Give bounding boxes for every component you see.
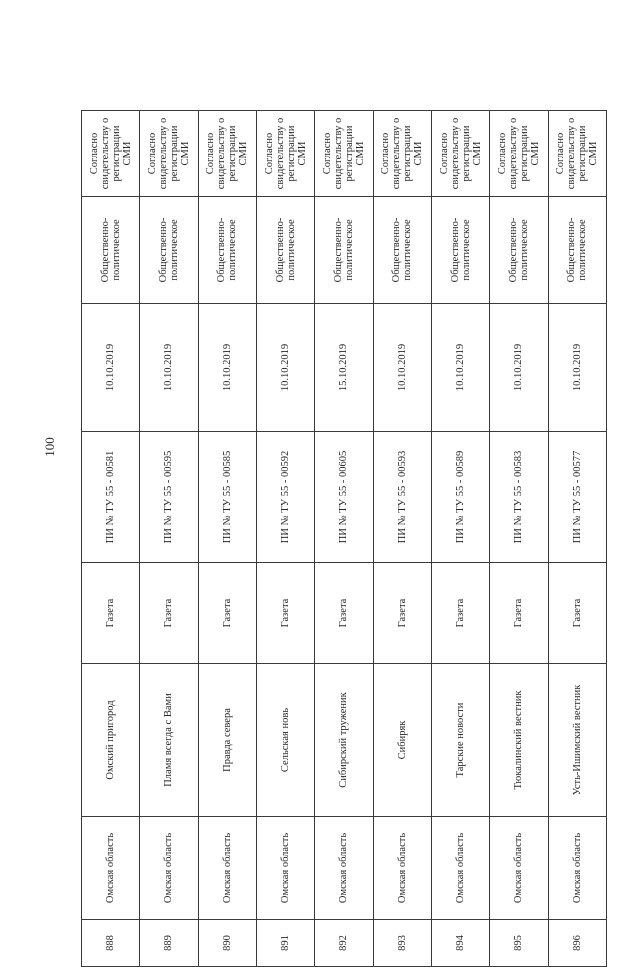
registration-number-cell: ПИ № ТУ 55 - 00593 [373, 432, 431, 563]
media-type-cell: Газета [256, 563, 314, 664]
region-cell: Омская область [256, 817, 314, 920]
basis-cell: Согласно свидетельству о регистрации СМИ [315, 111, 373, 197]
region-cell: Омская область [140, 817, 198, 920]
row-number: 892 [315, 920, 373, 967]
specialization-cell: Общественно-политическое [431, 197, 489, 304]
table-row [373, 111, 431, 967]
row-number: 888 [82, 920, 140, 967]
region-cell: Омская область [198, 817, 256, 920]
media-title-cell: Усть-Ишимский вестник [548, 664, 606, 817]
region-cell: Омская область [548, 817, 606, 920]
region-cell: Омская область [82, 817, 140, 920]
basis-cell: Согласно свидетельству о регистрации СМИ [256, 111, 314, 197]
page-number: 100 [42, 437, 57, 457]
media-title-cell: Пламя всегда с Вами [140, 664, 198, 817]
region-cell: Омская область [315, 817, 373, 920]
registration-number-cell: ПИ № ТУ 55 - 00581 [82, 432, 140, 563]
registry-table-wrapper [81, 117, 607, 967]
media-type-cell: Газета [315, 563, 373, 664]
media-type-cell: Газета [490, 563, 548, 664]
media-title-cell: Сибиряк [373, 664, 431, 817]
media-registry-table [81, 110, 607, 967]
table-row [256, 111, 314, 967]
registration-number-cell: ПИ № ТУ 55 - 00592 [256, 432, 314, 563]
media-title-cell: Тарские новости [431, 664, 489, 817]
registration-date-cell: 10.10.2019 [548, 304, 606, 432]
media-type-cell: Газета [82, 563, 140, 664]
table-row [490, 111, 548, 967]
specialization-cell: Общественно-политическое [198, 197, 256, 304]
row-number: 896 [548, 920, 606, 967]
basis-cell: Согласно свидетельству о регистрации СМИ [431, 111, 489, 197]
registration-date-cell: 10.10.2019 [490, 304, 548, 432]
specialization-cell: Общественно-политическое [140, 197, 198, 304]
region-cell: Омская область [373, 817, 431, 920]
media-type-cell: Газета [373, 563, 431, 664]
basis-cell: Согласно свидетельству о регистрации СМИ [140, 111, 198, 197]
row-number: 893 [373, 920, 431, 967]
specialization-cell: Общественно-политическое [490, 197, 548, 304]
basis-cell: Согласно свидетельству о регистрации СМИ [198, 111, 256, 197]
media-title-cell: Правда севера [198, 664, 256, 817]
row-number: 890 [198, 920, 256, 967]
registration-date-cell: 10.10.2019 [198, 304, 256, 432]
specialization-cell: Общественно-политическое [256, 197, 314, 304]
registration-number-cell: ПИ № ТУ 55 - 00589 [431, 432, 489, 563]
registration-number-cell: ПИ № ТУ 55 - 00585 [198, 432, 256, 563]
registration-date-cell: 15.10.2019 [315, 304, 373, 432]
registration-number-cell: ПИ № ТУ 55 - 00595 [140, 432, 198, 563]
region-cell: Омская область [490, 817, 548, 920]
specialization-cell: Общественно-политическое [373, 197, 431, 304]
basis-cell: Согласно свидетельству о регистрации СМИ [490, 111, 548, 197]
row-number: 895 [490, 920, 548, 967]
specialization-cell: Общественно-политическое [548, 197, 606, 304]
media-title-cell: Сибирский труженик [315, 664, 373, 817]
table-row [82, 111, 140, 967]
registration-number-cell: ПИ № ТУ 55 - 00605 [315, 432, 373, 563]
media-type-cell: Газета [548, 563, 606, 664]
registration-number-cell: ПИ № ТУ 55 - 00577 [548, 432, 606, 563]
table-row [431, 111, 489, 967]
table-row [548, 111, 606, 967]
registration-number-cell: ПИ № ТУ 55 - 00583 [490, 432, 548, 563]
registration-date-cell: 10.10.2019 [256, 304, 314, 432]
table-row [140, 111, 198, 967]
specialization-cell: Общественно-политическое [82, 197, 140, 304]
region-cell: Омская область [431, 817, 489, 920]
row-number: 891 [256, 920, 314, 967]
media-type-cell: Газета [198, 563, 256, 664]
media-type-cell: Газета [431, 563, 489, 664]
table-row [315, 111, 373, 967]
basis-cell: Согласно свидетельству о регистрации СМИ [82, 111, 140, 197]
row-number: 889 [140, 920, 198, 967]
media-title-cell: Сельская новь [256, 664, 314, 817]
row-number: 894 [431, 920, 489, 967]
basis-cell: Согласно свидетельству о регистрации СМИ [373, 111, 431, 197]
media-title-cell: Омский пригород [82, 664, 140, 817]
registration-date-cell: 10.10.2019 [373, 304, 431, 432]
media-type-cell: Газета [140, 563, 198, 664]
registration-date-cell: 10.10.2019 [140, 304, 198, 432]
table-row [198, 111, 256, 967]
media-title-cell: Тюкалинский вестник [490, 664, 548, 817]
registration-date-cell: 10.10.2019 [82, 304, 140, 432]
specialization-cell: Общественно-политическое [315, 197, 373, 304]
registration-date-cell: 10.10.2019 [431, 304, 489, 432]
basis-cell: Согласно свидетельству о регистрации СМИ [548, 111, 606, 197]
